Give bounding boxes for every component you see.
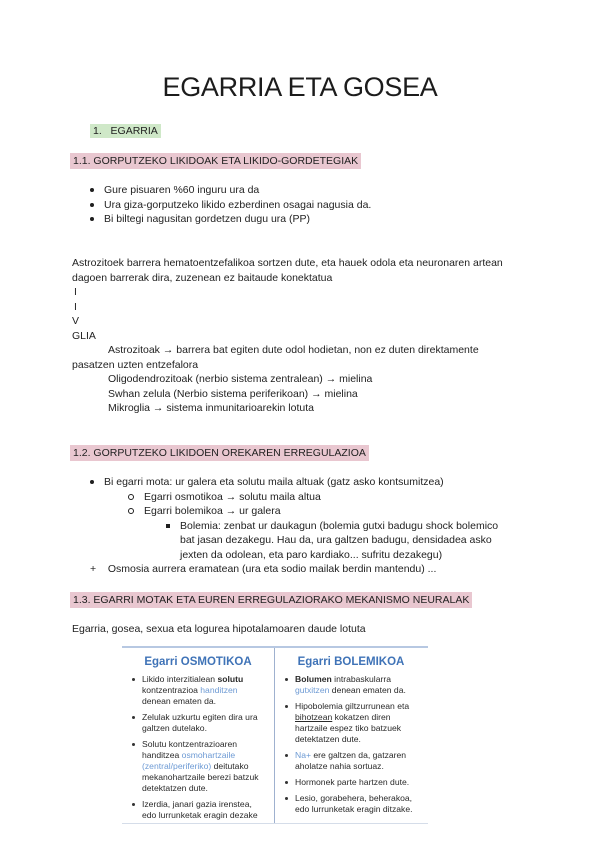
bullet-icon [90, 217, 94, 221]
list-item-text: Egarri osmotikoa → solutu maila altua [144, 490, 321, 503]
subsection-heading-text: 1.2. GORPUTZEKO LIKIDOEN OREKAREN ERREGULAZIOA [70, 445, 369, 461]
page-title: EGARRIA ETA GOSEA [162, 72, 438, 102]
subsection-heading-1-2 [70, 447, 369, 459]
list-item: Hipobolemia giltzurrunean eta bihotzean kokatzen diren hartzaile espez tiko batzuek detektatzen dute. [283, 701, 421, 745]
list-item-text: Osmosia aurrera eramatean (ura eta sodio mailak berdin mantendu) ... [107, 563, 437, 575]
glia-item-cont: pasatzen uzten entzefalora [72, 358, 199, 371]
osmotic-column [122, 648, 275, 823]
sub-sub-list-item [90, 519, 550, 563]
bullet-icon [90, 188, 94, 192]
glia-item: Mikroglia → sistema inmunitarioarekin lotuta [108, 402, 314, 414]
list-item-text: jexten da odolean, eta paro kardiako... sufritu dezakegu) [180, 548, 443, 561]
astrozito-paragraph [72, 256, 542, 416]
intro-text: Egarria, gosea, sexua eta logurea hipotalamoaren daude lotuta [72, 623, 366, 635]
section-number: 1. [93, 125, 102, 137]
bullet-list-1-2 [90, 475, 550, 577]
list-item: Na+ ere galtzen da, gatzaren aholatze nahia sortuaz. [283, 750, 421, 772]
subsection-heading-1-1 [70, 155, 361, 167]
subsection-heading-1-3 [70, 594, 472, 606]
subsection-heading-text: 1.3. EGARRI MOTAK ETA EUREN ERREGULAZIORAKO MEKANISMO NEURALAK [70, 592, 472, 608]
list-item-text: Bolemia: zenbat ur daukagun (bolemia gutxi badugu shock bolemico [180, 519, 499, 532]
list-item-text: Egarri bolemikoa → ur galera [144, 505, 281, 517]
list-item: Izerdia, janari gazia irenstea, edo lurrunketak eragin dezake [130, 799, 268, 821]
paragraph-line: Astrozitoek barrera hematoentzefalikoa sortzen dute, eta hauek odola eta neuronaren artean [72, 257, 503, 269]
glia-item: Swhan zelula (Nerbio sistema periferikoan) → mielina [108, 387, 358, 400]
glia-item: Oligodendrozitoak (nerbio sistema zentralean) → mielina [108, 373, 373, 385]
sub-list-item [90, 504, 550, 519]
list-item-text: Gure pisuaren %60 inguru ura da [104, 184, 260, 196]
hollow-bullet-icon [128, 494, 134, 500]
list-item [90, 562, 550, 577]
list-item: Hormonek parte hartzen dute. [283, 777, 421, 788]
list-item: Likido interzitialean solutu kontzentrazioa handitzen denean ematen da. [130, 674, 268, 707]
arrow-line: V [72, 315, 80, 327]
section-label: EGARRIA [110, 125, 158, 137]
volumic-title: Egarri BOLEMIKOA [297, 656, 405, 668]
hollow-bullet-icon [128, 508, 134, 514]
glia-label: GLIA [72, 329, 96, 342]
plus-icon: + [90, 563, 97, 575]
subsection-heading-text: 1.1. GORPUTZEKO LIKIDOAK ETA LIKIDO-GORDETEGIAK [70, 153, 361, 169]
paragraph-line: dagoen barrerak dira, zuzenean ez baitaude konektatua [72, 271, 333, 284]
osmotic-title: Egarri OSMOTIKOA [144, 656, 252, 668]
list-item [90, 198, 371, 213]
list-item-text: Ura giza-gorputzeko likido ezberdinen osagai nagusia da. [104, 198, 372, 211]
volumic-column [275, 648, 427, 823]
square-bullet-icon [166, 524, 170, 528]
glia-item: Astrozitoak → barrera bat egiten dute odol hodietan, non ez duten direktamente [108, 344, 479, 356]
list-item [90, 475, 550, 490]
comparison-figure [122, 646, 428, 824]
list-item-text: Bi biltegi nagusitan gordetzen dugu ura (PP) [104, 213, 311, 225]
list-item [90, 183, 371, 198]
list-item: Zelulak uzkurtu egiten dira ura galtzen dutelako. [130, 712, 268, 734]
bullet-list-1-1 [90, 183, 371, 227]
list-item: Bolumen intrabaskularra gutxitzen denean ematen da. [283, 674, 421, 696]
list-item: Lesio, gorabehera, beherakoa, edo lurrunketak eragin ditzake. [283, 793, 421, 815]
sub-list-item [90, 490, 550, 505]
list-item [90, 212, 371, 227]
section-heading-egarria [90, 125, 161, 137]
arrow-line: I [74, 300, 77, 313]
bullet-icon [90, 480, 94, 484]
list-item-text: Bi egarri mota: ur galera eta solutu maila altuak (gatz asko kontsumitzea) [104, 476, 444, 488]
arrow-line: I [74, 286, 77, 298]
bullet-icon [90, 203, 94, 207]
list-item-text: bat jasan dezakegu. Hau da, ura galtzen badugu, densidadea asko [180, 534, 492, 546]
list-item: Solutu kontzentrazioaren handitzea osmohartzaile (zentral/periferiko) deitutako mekanohartzaile berezi batzuk detektatzen dute. [130, 739, 268, 794]
